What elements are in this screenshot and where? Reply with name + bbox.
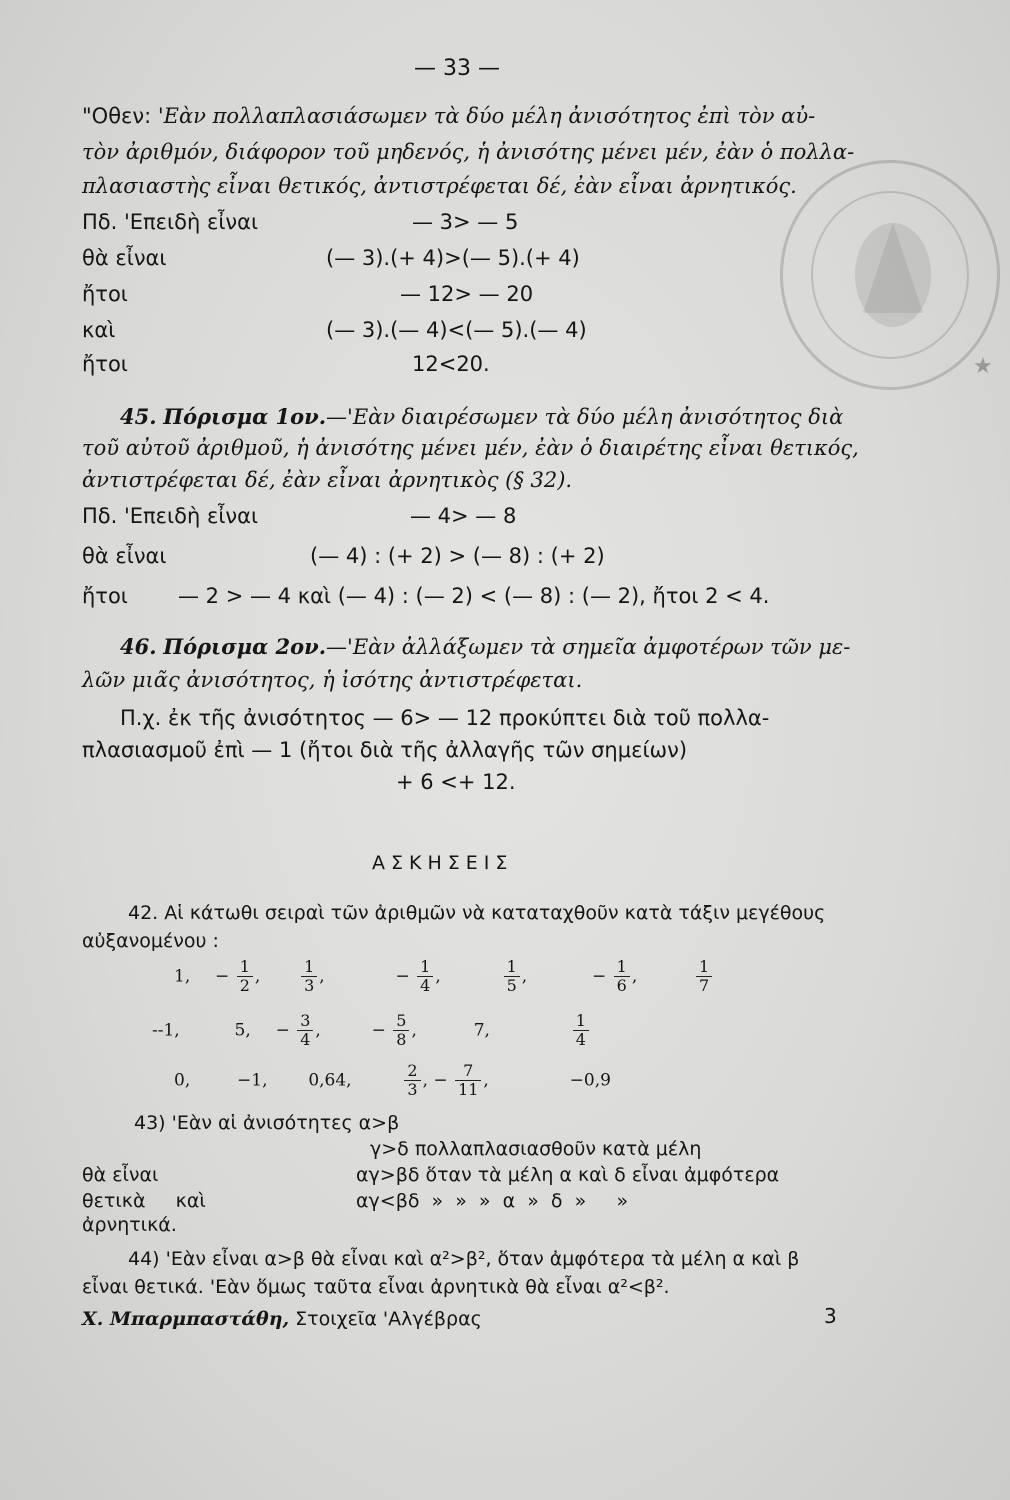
e42-line-1: 42. Αἱ κάτωθι σειραὶ τῶν ἀριθμῶν νὰ καταταχθοῦν κατὰ τάξιν μεγέθους xyxy=(128,902,826,924)
intro-line-3: πλασιαστὴς εἶναι θετικός, ἀντιστρέφεται δέ, ἐὰν εἶναι ἀρνητικός. xyxy=(82,174,797,198)
e42-r2-minus: − xyxy=(275,1020,290,1041)
svg-text:★: ★ xyxy=(973,354,993,379)
stamp-emblem-icon xyxy=(783,163,1003,393)
e42-r1-frac: $\frac{1}{3}$ xyxy=(301,958,317,996)
ex1-label-2: θὰ εἶναι xyxy=(82,246,167,270)
s46-title: Πόρισμα 2ον. xyxy=(163,634,327,659)
footer xyxy=(82,1308,482,1330)
e43-line-2: γ>δ πολλαπλασιασθοῦν κατὰ μέλη xyxy=(370,1138,702,1160)
exercises-heading: ΑΣΚΗΣΕΙΣ xyxy=(372,852,514,874)
s46-num: 46. xyxy=(120,634,157,659)
e43-left-3: ἀρνητικά. xyxy=(82,1214,177,1236)
s45-heading xyxy=(120,404,843,429)
e42-r2-item: 5, xyxy=(234,1020,251,1041)
e43-left-1: θὰ εἶναι xyxy=(82,1164,159,1186)
s46-heading xyxy=(120,634,850,659)
e42-r1-frac: $\frac{1}{2}$ xyxy=(237,958,253,996)
ex1-expr-2: (— 3).(+ 4)>(— 5).(+ 4) xyxy=(326,246,580,270)
e43-right-2: αγ<βδ » » » α » δ » » xyxy=(356,1190,629,1212)
footer-sheet-number: 3 xyxy=(824,1304,837,1328)
e42-r1-minus: − xyxy=(591,966,607,987)
ex1-label-1: Πδ. 'Επειδὴ εἶναι xyxy=(82,210,259,234)
ex1-expr-5: 12<20. xyxy=(412,352,490,376)
ex1-expr-4: (— 3).(— 4)<(— 5).(— 4) xyxy=(326,318,587,342)
s45-num: 45. xyxy=(120,404,157,429)
s46-example-3: + 6 <+ 12. xyxy=(396,770,516,794)
e42-r2-frac: $\frac{1}{4}$ xyxy=(573,1012,589,1050)
s45-label-2: θὰ εἶναι xyxy=(82,544,167,568)
intro-lead: "Οθεν: xyxy=(82,104,152,128)
e42-row-1: 1, − $\frac{1}{2}$ , $\frac{1}{3}$ , − $\frac{1}{4}$ , $\frac{1}{5}$ , − $\frac{1}{6}$ , $\frac{1}{7}$ xyxy=(174,958,714,996)
e42-r2-item: 7, xyxy=(473,1020,490,1041)
footer-book: Στοιχεῖα 'Αλγέβρας xyxy=(295,1308,482,1330)
e44-line-1: 44) 'Εὰν εἶναι α>β θὰ εἶναι καὶ α²>β², ὅταν ἀμφότερα τὰ μέλη α καὶ β xyxy=(128,1248,800,1270)
library-stamp xyxy=(780,160,1000,390)
e43-left-2: θετικὰ καὶ xyxy=(82,1190,206,1212)
intro-text-1: 'Εὰν πολλαπλασιάσωμεν τὰ δύο μέλη ἀνισότητος ἐπὶ τὸν αὐ- xyxy=(157,104,816,128)
s45-label-1: Πδ. 'Επειδὴ εἶναι xyxy=(82,504,259,528)
s45-expr-1: — 4> — 8 xyxy=(410,504,517,528)
e42-r1-minus: − xyxy=(395,966,410,987)
e42-r1-frac: $\frac{1}{7}$ xyxy=(696,958,712,996)
s45-title: Πόρισμα 1ον. xyxy=(163,404,327,429)
s46-text-1: —'Εὰν ἀλλάξωμεν τὰ σημεῖα ἀμφοτέρων τῶν με- xyxy=(326,635,851,659)
e42-r2-minus: − xyxy=(371,1020,386,1041)
e42-r2-frac: $\frac{5}{8}$ xyxy=(393,1012,409,1050)
ex1-label-3: ἤτοι xyxy=(82,282,128,306)
s46-example-1: Π.χ. ἐκ τῆς ἀνισότητος — 6> — 12 προκύπτει διὰ τοῦ πολλα- xyxy=(120,706,770,730)
e42-r2-item: --1, xyxy=(152,1020,180,1041)
s45-label-3: ἤτοι xyxy=(82,584,128,608)
ex1-expr-1: — 3> — 5 xyxy=(412,210,519,234)
ex1-label-4: καὶ xyxy=(82,318,116,342)
e42-r1-frac: $\frac{1}{6}$ xyxy=(614,958,630,996)
ex1-label-5: ἤτοι xyxy=(82,352,128,376)
s45-expr-3: — 2 > — 4 καὶ (— 4) : (— 2) < (— 8) : (— 2), ἤτοι 2 < 4. xyxy=(178,584,770,608)
intro-line-1 xyxy=(82,104,815,128)
e44-line-2: εἶναι θετικά. 'Εὰν ὅμως ταῦτα εἶναι ἀρνητικὰ θὰ εἶναι α²<β². xyxy=(82,1276,670,1298)
s45-text-1: —'Εὰν διαιρέσωμεν τὰ δύο μέλη ἀνισότητος διὰ xyxy=(326,405,844,429)
e42-row-3: 0, −1, 0,64, $\frac{2}{3}$ , − $\frac{7}{11}$ , −0,9 xyxy=(174,1061,611,1100)
e42-r2-frac: $\frac{3}{4}$ xyxy=(297,1012,313,1050)
e42-r3-minus: − xyxy=(433,1070,448,1091)
e42-r1-minus: − xyxy=(215,966,230,987)
e42-r3-item: 0,64, xyxy=(308,1070,352,1091)
e42-r1-frac: $\frac{1}{5}$ xyxy=(504,958,520,996)
e42-r3-item: −0,9 xyxy=(569,1070,611,1091)
s45-line-3: ἀντιστρέφεται δέ, ἐὰν εἶναι ἀρνητικὸς (§ 32). xyxy=(82,468,573,492)
footer-author: Χ. Μπαρμπαστάθη, xyxy=(82,1308,290,1330)
s45-expr-2: (— 4) : (+ 2) > (— 8) : (+ 2) xyxy=(310,544,605,568)
e43-right-1: αγ>βδ ὅταν τὰ μέλη α καὶ δ εἶναι ἀμφότερα xyxy=(356,1164,780,1186)
ex1-expr-3: — 12> — 20 xyxy=(400,282,534,306)
page-number: — 33 — xyxy=(414,56,500,81)
e42-row-2: --1, 5, − $\frac{3}{4}$ , − $\frac{5}{8}$ , 7, $\frac{1}{4}$ xyxy=(152,1012,591,1050)
s46-line-2: λῶν μιᾶς ἀνισότητος, ἡ ἰσότης ἀντιστρέφεται. xyxy=(82,668,583,692)
e42-r3-frac: $\frac{7}{11}$ xyxy=(455,1062,481,1100)
intro-line-2: τὸν ἀριθμόν, διάφορον τοῦ μηδενός, ἡ ἀνισότης μένει μέν, ἐὰν ὁ πολλα- xyxy=(82,140,855,164)
e42-r1-item: 1, xyxy=(174,966,191,987)
e42-line-2: αὐξανομένου : xyxy=(82,930,219,952)
e43-line-1: 43) 'Εὰν αἱ ἀνισότητες α>β xyxy=(134,1112,400,1134)
e42-r1-frac: $\frac{1}{4}$ xyxy=(417,958,433,996)
e42-r3-item: 0, xyxy=(174,1070,191,1091)
e42-r3-item: −1, xyxy=(237,1070,268,1091)
s46-example-2: πλασιασμοῦ ἐπὶ — 1 (ἤτοι διὰ τῆς ἀλλαγῆς τῶν σημείων) xyxy=(82,738,688,762)
e42-r3-frac: $\frac{2}{3}$ xyxy=(404,1062,420,1100)
s45-line-2: τοῦ αὐτοῦ ἀριθμοῦ, ἡ ἀνισότης μένει μέν, ἐὰν ὁ διαιρέτης εἶναι θετικός, xyxy=(82,436,859,460)
